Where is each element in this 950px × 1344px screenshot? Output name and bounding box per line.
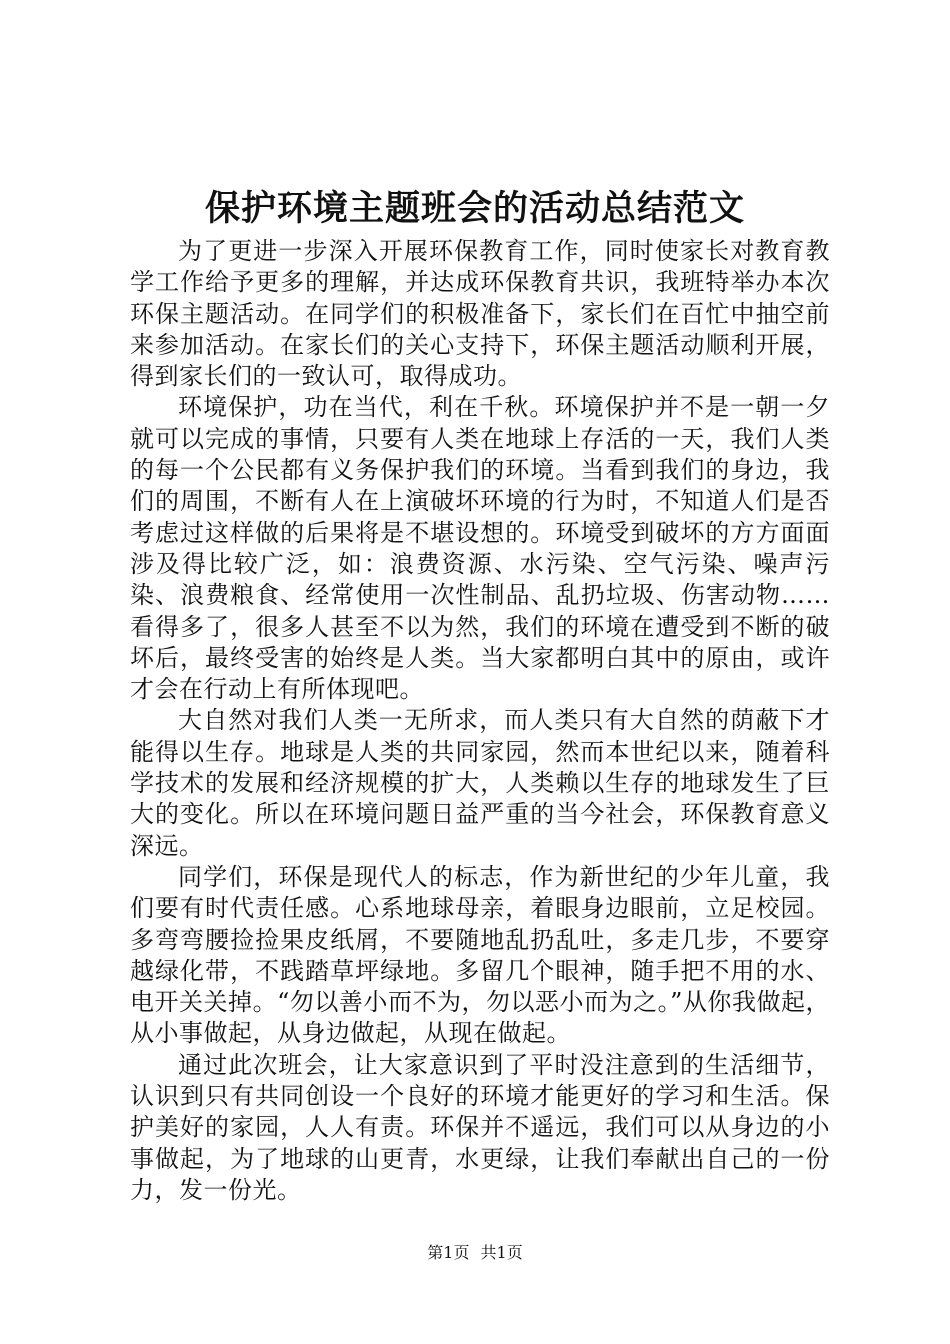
page-total: 共1页 (480, 1243, 523, 1262)
page-number: 第1页 (427, 1243, 470, 1262)
paragraph-4: 同学们，环保是现代人的标志，作为新世纪的少年儿童，我们要有时代责任感。心系地球母亲，着眼身边眼前，立足校园。多弯弯腰捡捡果皮纸屑，不要随地乱扔乱吐，多走几步，不要穿越绿化带，不践踏草坪绿地。多留几个眼神，随手把不用的水、电开关关掉。“勿以善小而不为，勿以恶小而为之。”从你我做起，从小事做起，从身边做起，从现在做起。 (130, 862, 830, 1048)
page-footer (0, 1242, 950, 1264)
paragraph-5: 通过此次班会，让大家意识到了平时没注意到的生活细节，认识到只有共同创设一个良好的环境才能更好的学习和生活。保护美好的家园，人人有责。环保并不遥远，我们可以从身边的小事做起，为了地球的山更青，水更绿，让我们奉献出自己的一份力，发一份光。 (130, 1050, 830, 1204)
paragraph-1: 为了更进一步深入开展环保教育工作，同时使家长对教育教学工作给予更多的理解，并达成环保教育共识，我班特举办本次环保主题活动。在同学们的积极准备下，家长们在百忙中抽空前来参加活动。在家长们的关心支持下，环保主题活动顺利开展，得到家长们的一致认可，取得成功。 (130, 237, 830, 391)
document-body (130, 236, 830, 1206)
document-title: 保护环境主题班会的活动总结范文 (204, 188, 745, 229)
paragraph-3: 大自然对我们人类一无所求，而人类只有大自然的荫蔽下才能得以生存。地球是人类的共同家园，然而本世纪以来，随着科学技术的发展和经济规模的扩大，人类赖以生存的地球发生了巨大的变化。所以在环境问题日益严重的当今社会，环保教育意义深远。 (130, 706, 830, 860)
paragraph-2: 环境保护，功在当代，利在千秋。环境保护并不是一朝一夕就可以完成的事情，只要有人类在地球上存活的一天，我们人类的每一个公民都有义务保护我们的环境。当看到我们的身边，我们的周围，不断有人在上演破坏环境的行为时，不知道人们是否考虑过这样做的后果将是不堪设想的。环境受到破坏的方方面面涉及得比较广泛，如：浪费资源、水污染、空气污染、噪声污染、浪费粮食、经常使用一次性制品、乱扔垃圾、伤害动物……看得多了，很多人甚至不以为然，我们的环境在遭受到不断的破坏后，最终受害的始终是人类。当大家都明白其中的原由，或许才会在行动上有所体现吧。 (130, 393, 830, 704)
